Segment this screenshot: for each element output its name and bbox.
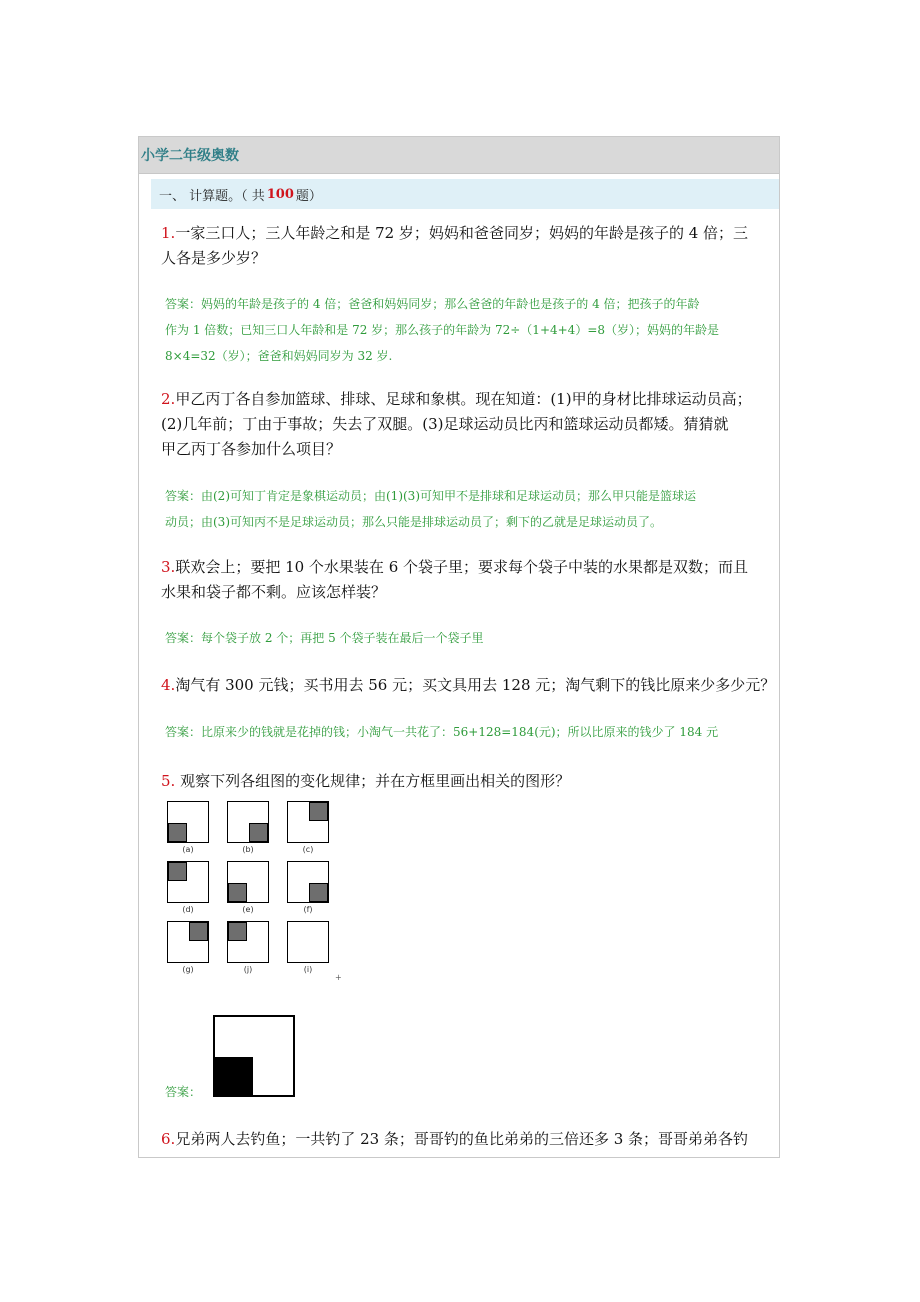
pattern-label: (g) <box>182 965 194 974</box>
section-prefix: 一、 计算题。（ 共 <box>159 188 265 204</box>
shaded-square <box>309 802 328 821</box>
pattern-label: (f) <box>303 905 313 914</box>
question-4 <box>161 673 780 698</box>
document-frame <box>138 136 780 1158</box>
question-line: 一家三口人；三人年龄之和是 72 岁；妈妈和爸爸同岁；妈妈的年龄是孩子的 4 倍；三 <box>175 224 749 242</box>
question-line: (2)几年前；丁由于事故；失去了双腿。(3)足球运动员比丙和篮球运动员都矮。猜猜就 <box>161 415 729 433</box>
answer-line: 答案：比原来少的钱就是花掉的钱；小淘气一共花了：56+128=184(元)；所以比原来的钱少了 184 元 <box>165 725 719 739</box>
shaded-square <box>189 922 208 941</box>
question-line: 联欢会上；要把 10 个水果装在 6 个袋子里；要求每个袋子中装的水果都是双数；而且 <box>175 558 749 576</box>
answer-line: 答案：每个袋子放 2 个；再把 5 个袋子装在最后一个袋子里 <box>165 631 484 645</box>
pattern-box <box>287 801 329 843</box>
question-count: 100 <box>266 186 294 202</box>
answer-line: 作为 1 倍数；已知三口人年龄和是 72 岁；那么孩子的年龄为 72÷（1+4+4）=8（岁）；妈妈的年龄是 <box>165 323 720 337</box>
title-bar <box>139 137 779 174</box>
question-line: 兄弟两人去钓鱼；一共钓了 23 条；哥哥钓的鱼比弟弟的三倍还多 3 条；哥哥弟弟各钓 <box>175 1130 749 1148</box>
question-3 <box>161 555 780 605</box>
shaded-square <box>168 862 187 881</box>
answer-3 <box>165 625 780 651</box>
pattern-box <box>167 861 209 903</box>
question-2 <box>161 387 780 462</box>
question-6 <box>161 1127 780 1152</box>
question-line: 水果和袋子都不剩。应该怎样装？ <box>161 583 387 601</box>
question-number: 2. <box>161 390 176 408</box>
page-title: 小学二年级奥数 <box>141 148 239 164</box>
pattern-label: (a) <box>182 845 194 854</box>
question-5 <box>161 769 780 794</box>
question-number: 4. <box>161 676 176 694</box>
pattern-label: (e) <box>242 905 254 914</box>
question-line: 甲乙丙丁各自参加篮球、排球、足球和象棋。现在知道：(1)甲的身材比排球运动员高； <box>175 390 752 408</box>
shaded-square <box>168 823 187 842</box>
shaded-square <box>228 883 247 902</box>
question-number: 3. <box>161 558 176 576</box>
shaded-square <box>228 922 247 941</box>
answer-line: 答案：由(2)可知丁肯定是象棋运动员；由(1)(3)可知甲不是排球和足球运动员；那么甲只能是篮球运 <box>165 489 696 503</box>
pattern-box <box>167 801 209 843</box>
pattern-figure-grid <box>167 801 357 991</box>
plus-mark: + <box>335 973 342 982</box>
shaded-square <box>309 883 328 902</box>
pattern-label: (c) <box>302 845 314 854</box>
question-1 <box>161 221 780 271</box>
pattern-label: (i) <box>303 965 313 974</box>
answer-line: 答案：妈妈的年龄是孩子的 4 倍；爸爸和妈妈同岁；那么爸爸的年龄也是孩子的 4 倍；把孩子的年龄 <box>165 297 700 311</box>
section-header <box>151 179 780 209</box>
pattern-box-empty <box>287 921 329 963</box>
pattern-label: (d) <box>182 905 194 914</box>
question-line: 淘气有 300 元钱；买书用去 56 元；买文具用去 128 元；淘气剩下的钱比原来少多少元？ <box>175 676 776 694</box>
answer-1 <box>165 291 780 369</box>
pattern-box <box>227 801 269 843</box>
shaded-square <box>249 823 268 842</box>
pattern-box <box>287 861 329 903</box>
answer-line: 动员；由(3)可知丙不是足球运动员；那么只能是排球运动员了；剩下的乙就是足球运动员了。 <box>165 515 663 529</box>
question-line: 人各是多少岁？ <box>161 249 267 267</box>
answer-2 <box>165 483 780 535</box>
pattern-box <box>227 861 269 903</box>
pattern-label: (j) <box>243 965 253 974</box>
pattern-box <box>227 921 269 963</box>
answer-5-label: 答案： <box>165 1085 202 1099</box>
pattern-label: (b) <box>242 845 254 854</box>
answer-5-figure <box>213 1015 295 1097</box>
question-number: 6. <box>161 1130 176 1148</box>
answer-line: 8×4=32（岁）；爸爸和妈妈同岁为 32 岁. <box>165 349 393 363</box>
question-number: 1. <box>161 224 176 242</box>
answer-4 <box>165 719 780 745</box>
pattern-box <box>167 921 209 963</box>
black-square <box>215 1057 253 1095</box>
section-suffix: 题） <box>295 188 322 204</box>
question-number: 5. <box>161 772 176 790</box>
question-line: 甲乙丙丁各参加什么项目？ <box>161 440 342 458</box>
question-line: 观察下列各组图的变化规律；并在方框里画出相关的图形？ <box>175 772 571 790</box>
